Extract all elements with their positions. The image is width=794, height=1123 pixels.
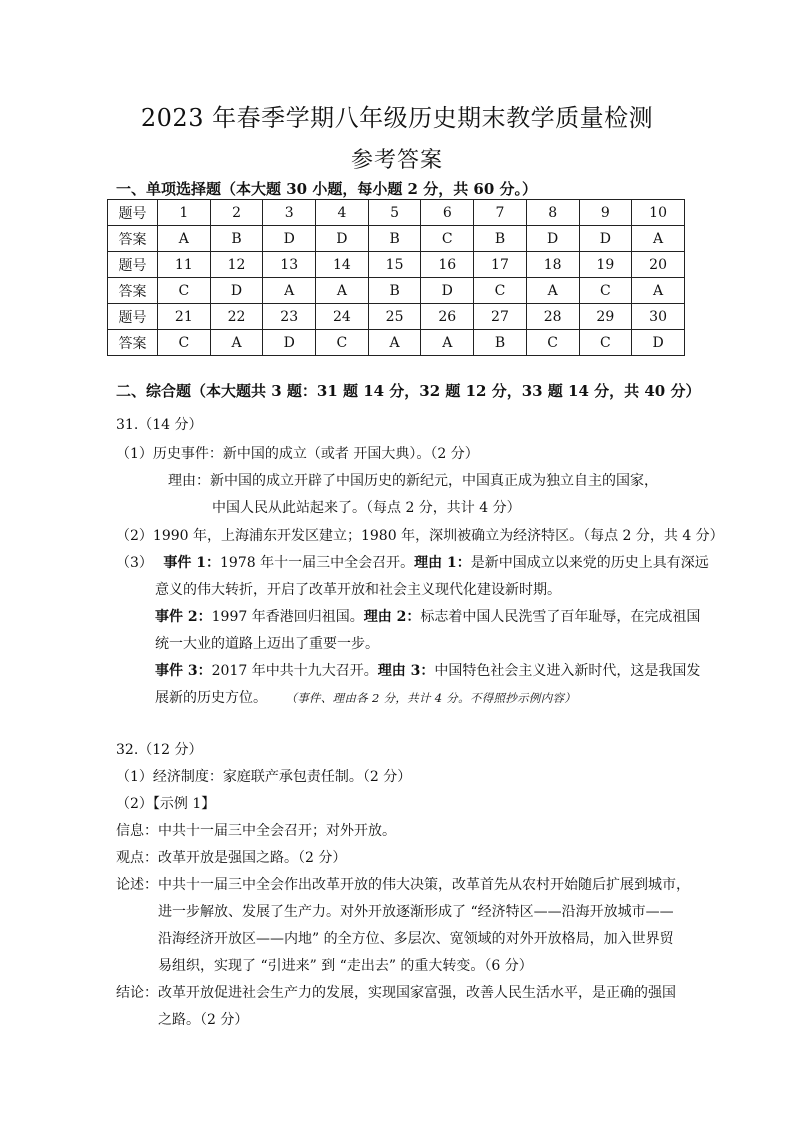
question-number-cell: 2 [210, 200, 263, 226]
answer-cell: A [632, 226, 685, 252]
question-number-cell: 25 [368, 304, 421, 330]
q32-part1: （1）经济制度：家庭联产承包责任制。（2 分） [116, 769, 412, 785]
question-number-cell: 4 [316, 200, 369, 226]
question-number-cell: 21 [158, 304, 211, 330]
question-number-cell: 5 [368, 200, 421, 226]
question-number-cell: 18 [526, 252, 579, 278]
question-number-cell: 1 [158, 200, 211, 226]
q32-part2: （2）【示例 1】 [116, 796, 216, 812]
answer-cell: C [158, 278, 211, 304]
question-number-cell: 6 [421, 200, 474, 226]
section2-heading: 二、综合题（本大题共 3 题：31 题 14 分，32 题 12 分，33 题 14 分，共 40 分） [116, 382, 701, 400]
question-number-row [108, 252, 685, 278]
question-label-cell: 题号 [108, 200, 158, 226]
event2-line [155, 606, 700, 626]
answer-cell: A [526, 278, 579, 304]
answer-label-cell: 答案 [108, 330, 158, 356]
reason2-text: 标志着中国人民洗雪了百年耻辱，在完成祖国 [420, 609, 701, 625]
question-number-cell: 14 [316, 252, 369, 278]
q32-argument-line3: 沿海经济开放区——内地” 的全方位、多层次、宽领域的对外开放格局，加入世界贸 [158, 931, 674, 947]
q32-info: 信息：中共十一届三中全会召开；对外开放。 [116, 823, 396, 839]
question-number-row [108, 304, 685, 330]
question-number-cell: 22 [210, 304, 263, 330]
question-label-cell: 题号 [108, 304, 158, 330]
event1-text: 1978 年十一届三中全会召开。 [220, 555, 415, 571]
event2-text: 1997 年香港回归祖国。 [211, 609, 364, 625]
event3-line [155, 660, 700, 680]
answer-row [108, 330, 685, 356]
q31-part2: （2）1990 年，上海浦东开发区建立；1980 年，深圳被确立为经济特区。（每点 2 分，共 4 分） [116, 528, 724, 544]
reason2-text-cont: 统一大业的道路上迈出了重要一步。 [155, 636, 379, 652]
answer-cell: A [210, 330, 263, 356]
reason2-label: 理由 2： [363, 609, 421, 625]
q31-header: 31.（14 分） [116, 417, 203, 433]
answer-cell: D [263, 226, 316, 252]
question-number-cell: 11 [158, 252, 211, 278]
q32-conclusion-line2: 之路。（2 分） [158, 1012, 249, 1028]
question-number-cell: 26 [421, 304, 474, 330]
question-number-cell: 24 [316, 304, 369, 330]
q32-argument-line4: 易组织，实现了 “引进来” 到 “走出去” 的重大转变。（6 分） [158, 958, 533, 974]
reason1-label: 理由 1： [414, 555, 471, 571]
question-number-cell: 8 [526, 200, 579, 226]
answer-label-cell: 答案 [108, 226, 158, 252]
answer-cell: C [421, 226, 474, 252]
reason1-text: 是新中国成立以来党的历史上具有深远 [470, 555, 709, 571]
answer-cell: B [474, 226, 527, 252]
question-number-cell: 7 [474, 200, 527, 226]
reason3-label: 理由 3： [377, 663, 435, 679]
answer-cell: D [210, 278, 263, 304]
answer-cell: D [263, 330, 316, 356]
q31-part1: （1）历史事件：新中国的成立（或者 开国大典）。（2 分） [116, 446, 479, 462]
answer-cell: B [368, 226, 421, 252]
question-number-cell: 30 [632, 304, 685, 330]
answer-cell: C [316, 330, 369, 356]
question-number-cell: 28 [526, 304, 579, 330]
question-number-cell: 23 [263, 304, 316, 330]
page-subtitle: 参考答案 [350, 148, 443, 173]
question-number-cell: 12 [210, 252, 263, 278]
question-label-cell: 题号 [108, 252, 158, 278]
question-number-cell: 27 [474, 304, 527, 330]
answer-cell: A [263, 278, 316, 304]
answer-cell: D [526, 226, 579, 252]
q32-argument-line1: 论述：中共十一届三中全会作出改革开放的伟大决策，改革首先从农村开始随后扩展到城市， [116, 877, 690, 893]
q32-view: 观点：改革开放是强国之路。（2 分） [116, 850, 347, 866]
question-number-cell: 15 [368, 252, 421, 278]
answer-cell: C [579, 330, 632, 356]
q31-part3-prefix: （3） [116, 555, 153, 571]
question-number-cell: 20 [632, 252, 685, 278]
question-number-row [108, 200, 685, 226]
question-number-cell: 9 [579, 200, 632, 226]
scoring-note: （事件、理由各 2 分，共计 4 分。不得照抄示例内容） [285, 691, 577, 705]
answer-cell: A [421, 330, 474, 356]
question-number-cell: 3 [263, 200, 316, 226]
q31-reason-line1: 理由：新中国的成立开辟了中国历史的新纪元，中国真正成为独立自主的国家， [168, 473, 658, 489]
reason3-text-end: 展新的历史方位。 [155, 690, 267, 706]
answer-cell: B [368, 278, 421, 304]
answer-cell: D [632, 330, 685, 356]
answer-cell: A [158, 226, 211, 252]
event2-label: 事件 2： [155, 609, 212, 625]
q32-argument-line2: 进一步解放、发展了生产力。对外开放逐渐形成了 “经济特区——沿海开放城市—— [158, 904, 674, 920]
answer-row [108, 226, 685, 252]
answer-cell: A [316, 278, 369, 304]
section1-heading: 一、单项选择题（本大题 30 小题，每小题 2 分，共 60 分。） [116, 180, 538, 198]
answer-cell: B [474, 330, 527, 356]
answer-cell: D [579, 226, 632, 252]
answer-cell: B [210, 226, 263, 252]
event3-label: 事件 3： [155, 663, 212, 679]
question-number-cell: 16 [421, 252, 474, 278]
q31-reason-line2: 中国人民从此站起来了。（每点 2 分，共计 4 分） [212, 500, 521, 516]
reason3-text: 中国特色社会主义进入新时代，这是我国发 [434, 663, 701, 679]
answer-cell: C [158, 330, 211, 356]
answer-cell: C [579, 278, 632, 304]
answer-cell: A [368, 330, 421, 356]
question-number-cell: 19 [579, 252, 632, 278]
answer-cell: C [474, 278, 527, 304]
q31-part3 [116, 552, 709, 572]
event1-label: 事件 1： [163, 555, 220, 571]
answer-cell: D [316, 226, 369, 252]
event3-text: 2017 年中共十九大召开。 [211, 663, 378, 679]
reason3-text-cont [155, 687, 576, 707]
question-number-cell: 17 [474, 252, 527, 278]
page-title: 2023 年春季学期八年级历史期末教学质量检测 [140, 104, 654, 132]
question-number-cell: 13 [263, 252, 316, 278]
question-number-cell: 10 [632, 200, 685, 226]
q32-conclusion-line1: 结论：改革开放促进社会生产力的发展，实现国家富强，改善人民生活水平，是正确的强国 [116, 985, 676, 1001]
answer-row [108, 278, 685, 304]
q32-header: 32.（12 分） [116, 742, 203, 758]
answer-cell: D [421, 278, 474, 304]
answer-cell: C [526, 330, 579, 356]
answer-table [107, 199, 685, 356]
answer-cell: A [632, 278, 685, 304]
answer-label-cell: 答案 [108, 278, 158, 304]
question-number-cell: 29 [579, 304, 632, 330]
reason1-text-cont: 意义的伟大转折，开启了改革开放和社会主义现代化建设新时期。 [155, 582, 561, 598]
